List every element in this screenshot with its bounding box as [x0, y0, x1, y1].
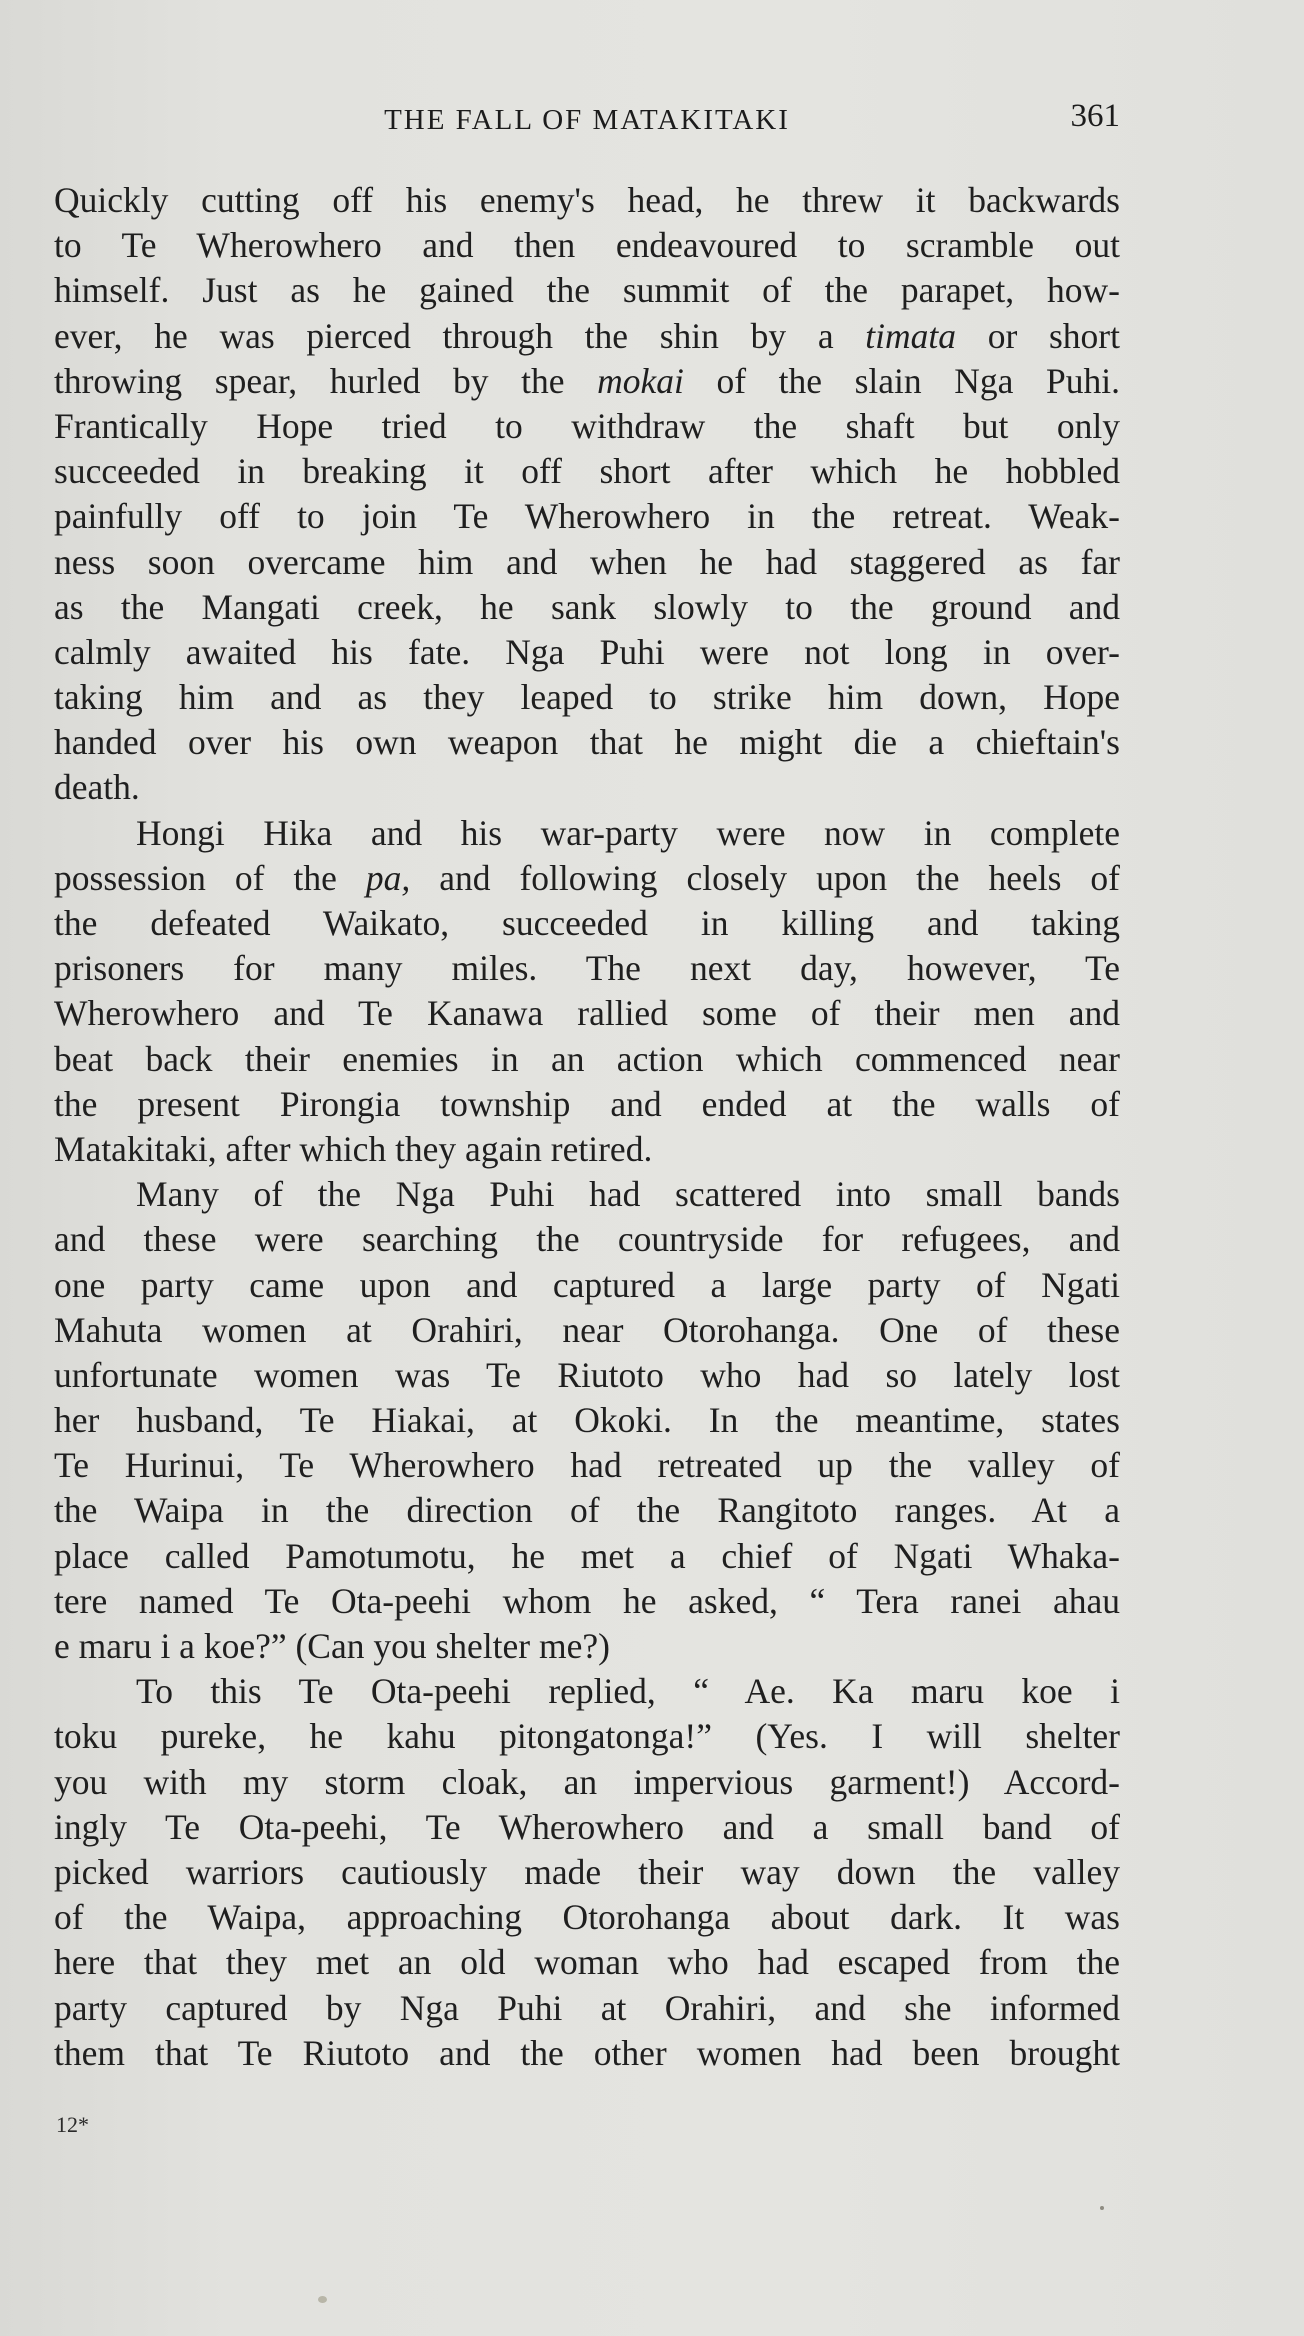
text-line: the present Pirongia township and ended at the walls of	[54, 1083, 1120, 1124]
text-line: you with my storm cloak, an impervious garment!) Accord-	[54, 1761, 1120, 1802]
text-line: as the Mangati creek, he sank slowly to the ground and	[54, 586, 1120, 627]
text-line: calmly awaited his fate. Nga Puhi were not long in over-	[54, 631, 1120, 672]
text-line: picked warriors cautiously made their way down the valley	[54, 1851, 1120, 1892]
text-line: to Te Wherowhero and then endeavoured to scramble out	[54, 225, 1120, 266]
running-title: THE FALL OF MATAKITAKI	[384, 104, 790, 136]
text-line: ingly Te Ota-peehi, Te Wherowhero and a small band of	[54, 1806, 1120, 1847]
text-line: of the Waipa, approaching Otorohanga about dark. It was	[54, 1897, 1120, 1938]
text-line: Many of the Nga Puhi had scattered into small bands	[136, 1174, 1120, 1215]
text-line: To this Te Ota-peehi replied, “ Ae. Ka maru koe i	[136, 1671, 1120, 1712]
text-line: party captured by Nga Puhi at Orahiri, and she informed	[54, 1987, 1120, 2028]
text-line: the Waipa in the direction of the Rangitoto ranges. At a	[54, 1490, 1120, 1531]
paper-speck	[318, 2296, 327, 2303]
text-line: handed over his own weapon that he might die a chieftain's	[54, 722, 1120, 763]
text-line: throwing spear, hurled by the mokai of the slain Nga Puhi.	[54, 360, 1120, 401]
page-number: 361	[1070, 98, 1120, 134]
text-line: e maru i a koe?” (Can you shelter me?)	[54, 1626, 610, 1666]
text-line: ness soon overcame him and when he had staggered as far	[54, 541, 1120, 582]
signature-mark: 12*	[56, 2112, 89, 2137]
text-line: death.	[54, 767, 140, 808]
text-line: Matakitaki, after which they again retired.	[54, 1128, 653, 1169]
text-line: one party came upon and captured a large party of Ngati	[54, 1264, 1120, 1305]
text-line: her husband, Te Hiakai, at Okoki. In the meantime, states	[54, 1400, 1120, 1441]
text-line: Hongi Hika and his war-party were now in complete	[136, 812, 1120, 853]
text-line: taking him and as they leaped to strike him down, Hope	[54, 677, 1120, 718]
text-line: succeeded in breaking it off short after which he hobbled	[54, 451, 1120, 492]
text-line: Frantically Hope tried to withdraw the shaft but only	[54, 405, 1120, 446]
text-line: the defeated Waikato, succeeded in killing and taking	[54, 903, 1120, 943]
text-line: here that they met an old woman who had escaped from the	[54, 1942, 1120, 1983]
body-text	[54, 178, 1120, 2076]
text-line: unfortunate women was Te Riutoto who had so lately lost	[54, 1354, 1120, 1395]
text-line: ever, he was pierced through the shin by a timata or short	[54, 315, 1120, 356]
text-line: them that Te Riutoto and the other women had been brought	[54, 2032, 1120, 2073]
text-line: and these were searching the countryside for refugees, and	[54, 1219, 1120, 1260]
paper-speck	[1100, 2206, 1104, 2210]
text-line: Quickly cutting off his enemy's head, he threw it backwards	[54, 180, 1120, 220]
running-head	[54, 98, 1120, 144]
text-line: himself. Just as he gained the summit of the parapet, how-	[54, 270, 1120, 311]
text-line: Te Hurinui, Te Wherowhero had retreated up the valley of	[54, 1445, 1120, 1486]
text-line: place called Pamotumotu, he met a chief of Ngati Whaka-	[54, 1535, 1120, 1576]
text-line: painfully off to join Te Wherowhero in the retreat. Weak-	[54, 496, 1120, 537]
text-line: beat back their enemies in an action which commenced near	[54, 1038, 1120, 1079]
text-line: Mahuta women at Orahiri, near Otorohanga. One of these	[54, 1309, 1120, 1350]
text-line: Wherowhero and Te Kanawa rallied some of their men and	[54, 993, 1120, 1034]
text-line: tere named Te Ota-peehi whom he asked, “ Tera ranei ahau	[54, 1580, 1120, 1621]
text-line: prisoners for many miles. The next day, however, Te	[54, 948, 1120, 989]
text-line: toku pureke, he kahu pitongatonga!” (Yes. I will shelter	[54, 1716, 1120, 1757]
text-line: possession of the pa, and following closely upon the heels of	[54, 857, 1120, 898]
